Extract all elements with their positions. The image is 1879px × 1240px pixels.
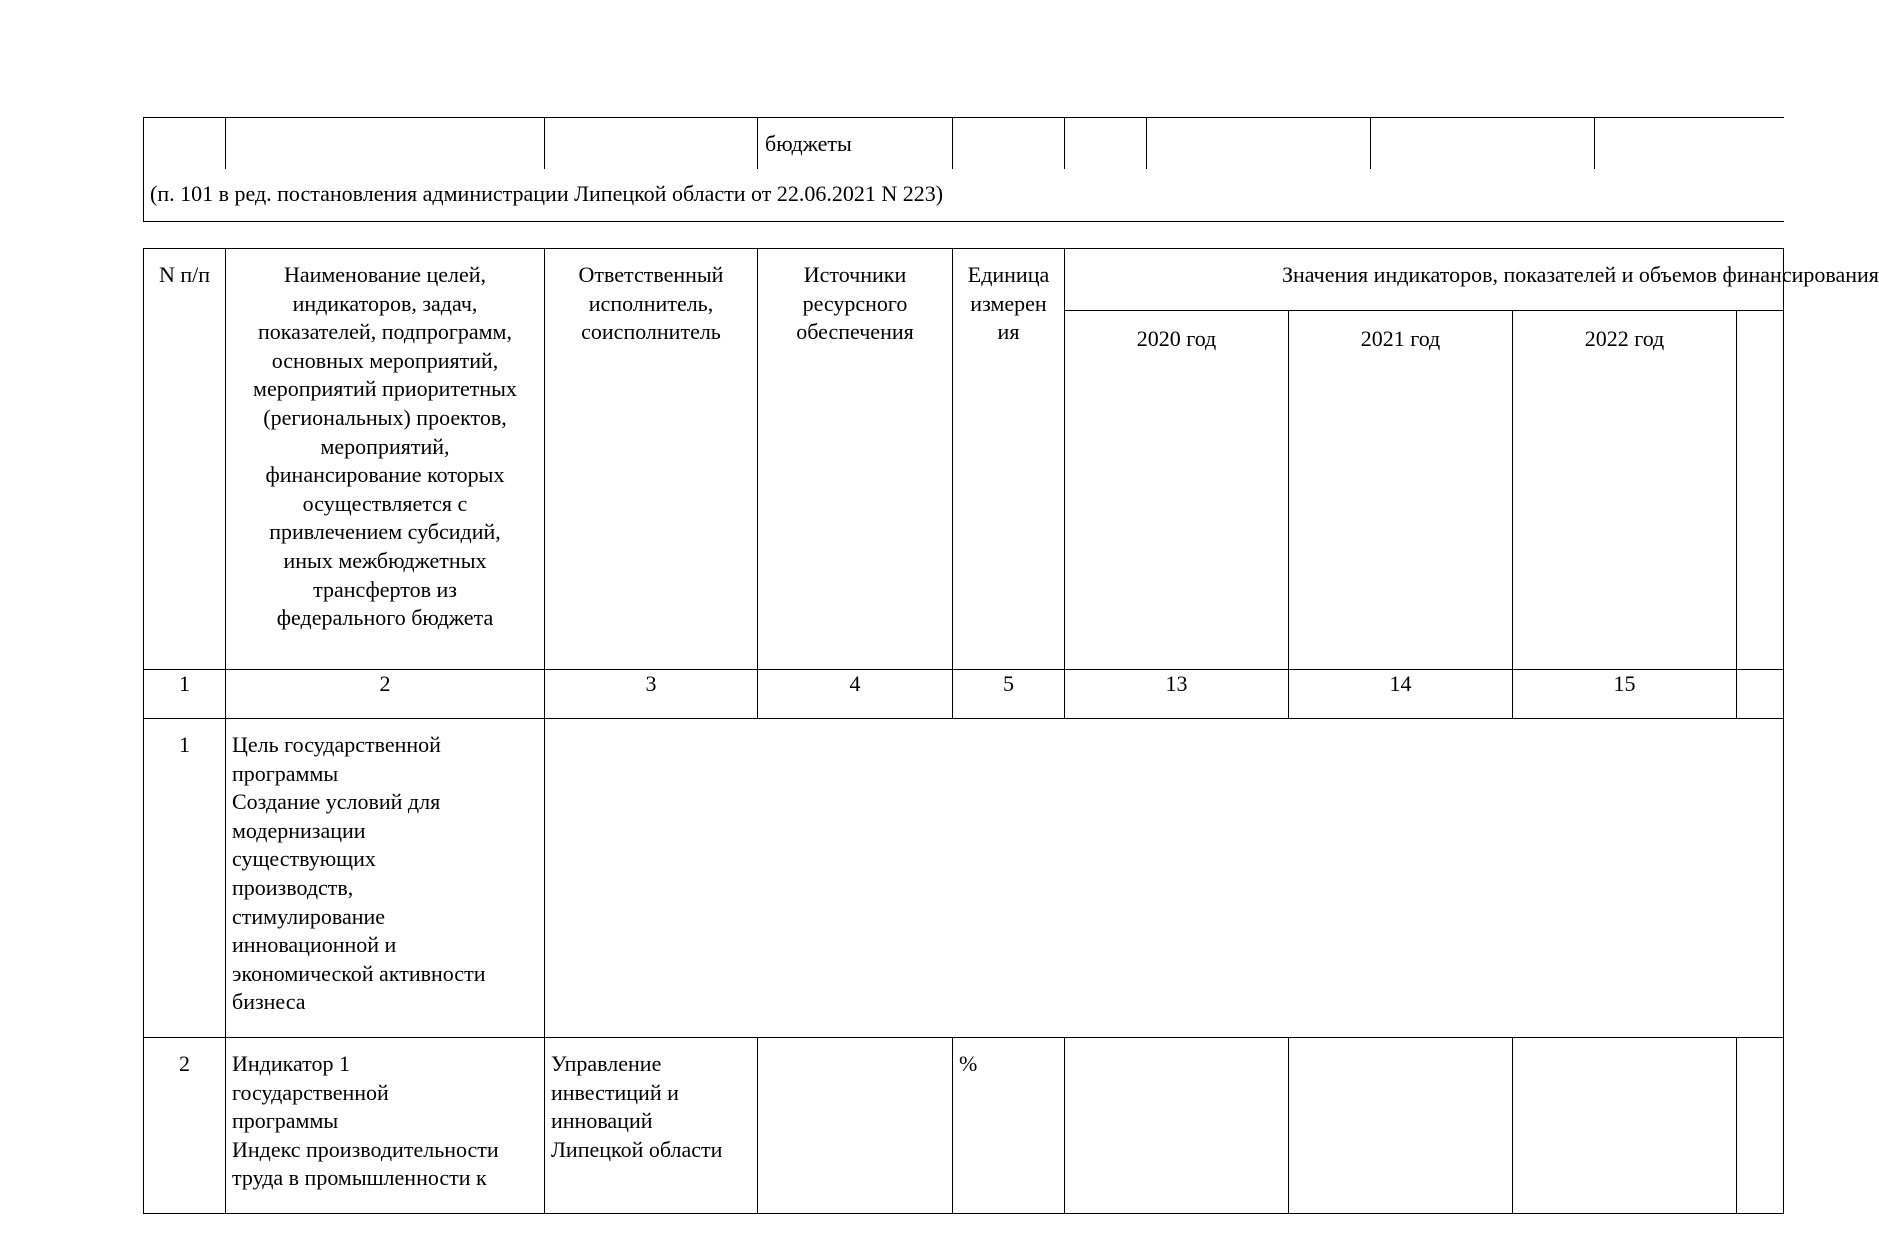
column-number: 5	[953, 670, 1065, 719]
fragment-divider	[1064, 118, 1065, 169]
row-responsible: Управление инвестиций и инноваций Липецкой области	[545, 1038, 758, 1214]
column-number-empty	[1737, 670, 1784, 719]
fragment-divider	[1594, 118, 1595, 169]
table-row	[144, 719, 1784, 1038]
column-number: 15	[1513, 670, 1737, 719]
header-responsible: Ответственный исполнитель, соисполнитель	[545, 249, 758, 670]
previous-table-fragment	[143, 117, 1784, 222]
row-sources	[758, 1038, 953, 1214]
fragment-divider	[544, 118, 545, 169]
row-unit: %	[953, 1038, 1065, 1214]
fragment-divider	[225, 118, 226, 169]
row-name: Индикатор 1 государственной программы Индекс производительности труда в промышленности к	[226, 1038, 545, 1214]
header-num: N п/п	[144, 249, 226, 670]
header-unit: Единица измерен ия	[953, 249, 1065, 670]
fragment-divider	[1370, 118, 1371, 169]
row-merged-empty	[545, 719, 1784, 1038]
column-number: 3	[545, 670, 758, 719]
row-num: 2	[144, 1038, 226, 1214]
fragment-divider	[757, 118, 758, 169]
header-values: Значения индикаторов, показателей и объемов финансирования	[1065, 249, 1784, 311]
row-num: 1	[144, 719, 226, 1038]
column-number: 4	[758, 670, 953, 719]
column-number: 14	[1289, 670, 1513, 719]
row-name: Цель государственной программы Создание условий для модернизации существующих производств, стимулирование инновационной и экономической активности бизнеса	[226, 719, 545, 1038]
column-number: 13	[1065, 670, 1289, 719]
row-value-next	[1737, 1038, 1784, 1214]
header-sources: Источники ресурсного обеспечения	[758, 249, 953, 670]
header-year-2021: 2021 год	[1289, 311, 1513, 670]
header-year-2020: 2020 год	[1065, 311, 1289, 670]
row-value-2021	[1289, 1038, 1513, 1214]
column-number: 2	[226, 670, 545, 719]
fragment-divider	[1146, 118, 1147, 169]
indicators-table	[143, 248, 1879, 1214]
header-year-next	[1737, 311, 1784, 670]
fragment-divider	[952, 118, 953, 169]
row-value-2020	[1065, 1038, 1289, 1214]
header-row	[144, 249, 1784, 311]
budget-cell-text: бюджеты	[765, 131, 852, 156]
table-row	[144, 1038, 1784, 1214]
column-number: 1	[144, 670, 226, 719]
row-value-2022	[1513, 1038, 1737, 1214]
revision-note: (п. 101 в ред. постановления администрации Липецкой области от 22.06.2021 N 223)	[150, 181, 944, 206]
column-numbers-row	[144, 670, 1784, 719]
header-year-2022: 2022 год	[1513, 311, 1737, 670]
header-name: Наименование целей, индикаторов, задач, показателей, подпрограмм, основных мероприятий, мероприятий приоритетных (региональных) проектов, мероприятий, финансирование которых осуществляется с привлечением субсидий, иных межбюджетных трансфертов из федерального бюджета	[226, 249, 545, 670]
